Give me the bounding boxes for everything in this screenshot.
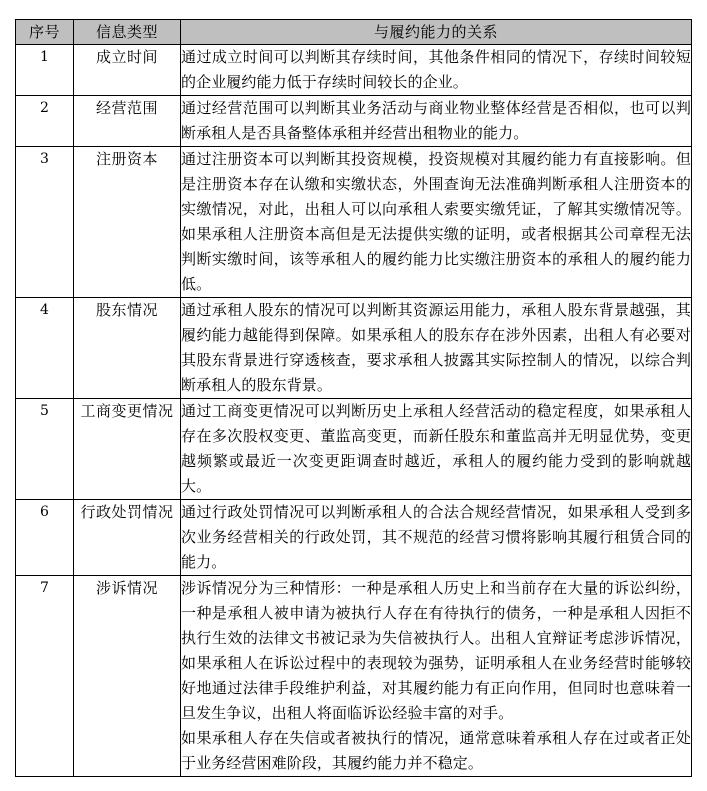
row-index-cell: 5 bbox=[16, 399, 74, 500]
column-header-index: 序号 bbox=[16, 20, 74, 45]
row-category-cell: 工商变更情况 bbox=[74, 399, 181, 500]
column-header-relation: 与履约能力的关系 bbox=[181, 20, 692, 45]
table-header-row bbox=[16, 20, 692, 45]
row-category-cell: 行政处罚情况 bbox=[74, 500, 181, 576]
row-index-cell: 7 bbox=[16, 576, 74, 777]
row-relation-cell bbox=[181, 399, 692, 500]
table-row bbox=[16, 298, 692, 399]
relation-paragraph: 通过成立时间可以判断其存续时间，其他条件相同的情况下，存续时间较短的企业履约能力低于存续时间较长的企业。 bbox=[181, 48, 691, 91]
row-relation-cell bbox=[181, 96, 692, 147]
row-index-cell: 2 bbox=[16, 96, 74, 147]
row-category-cell: 涉诉情况 bbox=[74, 576, 181, 777]
row-relation-cell bbox=[181, 576, 692, 777]
row-category-cell: 注册资本 bbox=[74, 147, 181, 298]
table-row bbox=[16, 576, 692, 777]
row-index-cell: 3 bbox=[16, 147, 74, 298]
relation-paragraph: 涉诉情况分为三种情形：一种是承租人历史上和当前存在大量的诉讼纠纷，一种是承租人被申请为被执行人存在有待执行的债务，一种是承租人因拒不执行生效的法律文书被记录为失信被执行人。出租人宜辩证考虑涉诉情况，如果承租人在诉讼过程中的表现较为强势，证明承租人在业务经营时能够较好地通过法律手段维护利益，对其履约能力有正向作用，但同时也意味着一旦发生争议，出租人将面临诉讼经验丰富的对手。 bbox=[181, 579, 691, 722]
relation-paragraph: 通过经营范围可以判断其业务活动与商业物业整体经营是否相似，也可以判断承租人是否具备整体承租并经营出租物业的能力。 bbox=[181, 99, 691, 142]
row-relation-cell bbox=[181, 298, 692, 399]
row-category-cell: 成立时间 bbox=[74, 45, 181, 96]
table-body bbox=[16, 45, 692, 777]
table-row bbox=[16, 96, 692, 147]
table-row bbox=[16, 45, 692, 96]
relation-paragraph: 通过注册资本可以判断其投资规模，投资规模对其履约能力有直接影响。但是注册资本存在认缴和实缴状态，外围查询无法准确判断承租人注册资本的实缴情况，对此，出租人可以向承租人索要实缴凭证，了解其实缴情况等。如果承租人注册资本高但是无法提供实缴的证明，或者根据其公司章程无法判断实缴时间，该等承租人的履约能力比实缴注册资本的承租人的履约能力低。 bbox=[181, 150, 691, 293]
table-row bbox=[16, 147, 692, 298]
row-index-cell: 6 bbox=[16, 500, 74, 576]
column-header-category: 信息类型 bbox=[74, 20, 181, 45]
table-row bbox=[16, 399, 692, 500]
capability-relation-table bbox=[15, 19, 692, 777]
row-category-cell: 股东情况 bbox=[74, 298, 181, 399]
table-header bbox=[16, 20, 692, 45]
row-index-cell: 1 bbox=[16, 45, 74, 96]
relation-paragraph: 通过承租人股东的情况可以判断其资源运用能力，承租人股东背景越强，其履约能力越能得到保障。如果承租人的股东存在涉外因素，出租人有必要对其股东背景进行穿透核查，要求承租人披露其实际控制人的情况，以综合判断承租人的股东背景。 bbox=[181, 301, 691, 394]
row-category-cell: 经营范围 bbox=[74, 96, 181, 147]
relation-paragraph: 如果承租人存在失信或者被执行的情况，通常意味着承租人存在过或者正处于业务经营困难阶段，其履约能力并不稳定。 bbox=[181, 729, 691, 772]
row-relation-cell bbox=[181, 500, 692, 576]
row-relation-cell bbox=[181, 45, 692, 96]
relation-paragraph: 通过行政处罚情况可以判断承租人的合法合规经营情况，如果承租人受到多次业务经营相关的行政处罚，其不规范的经营习惯将影响其履行租赁合同的能力。 bbox=[181, 503, 691, 571]
row-index-cell: 4 bbox=[16, 298, 74, 399]
row-relation-cell bbox=[181, 147, 692, 298]
relation-paragraph: 通过工商变更情况可以判断历史上承租人经营活动的稳定程度，如果承租人存在多次股权变更、董监高变更，而新任股东和董监高并无明显优势，变更越频繁或最近一次变更距调查时越近，承租人的履约能力受到的影响就越大。 bbox=[181, 402, 691, 495]
table-row bbox=[16, 500, 692, 576]
